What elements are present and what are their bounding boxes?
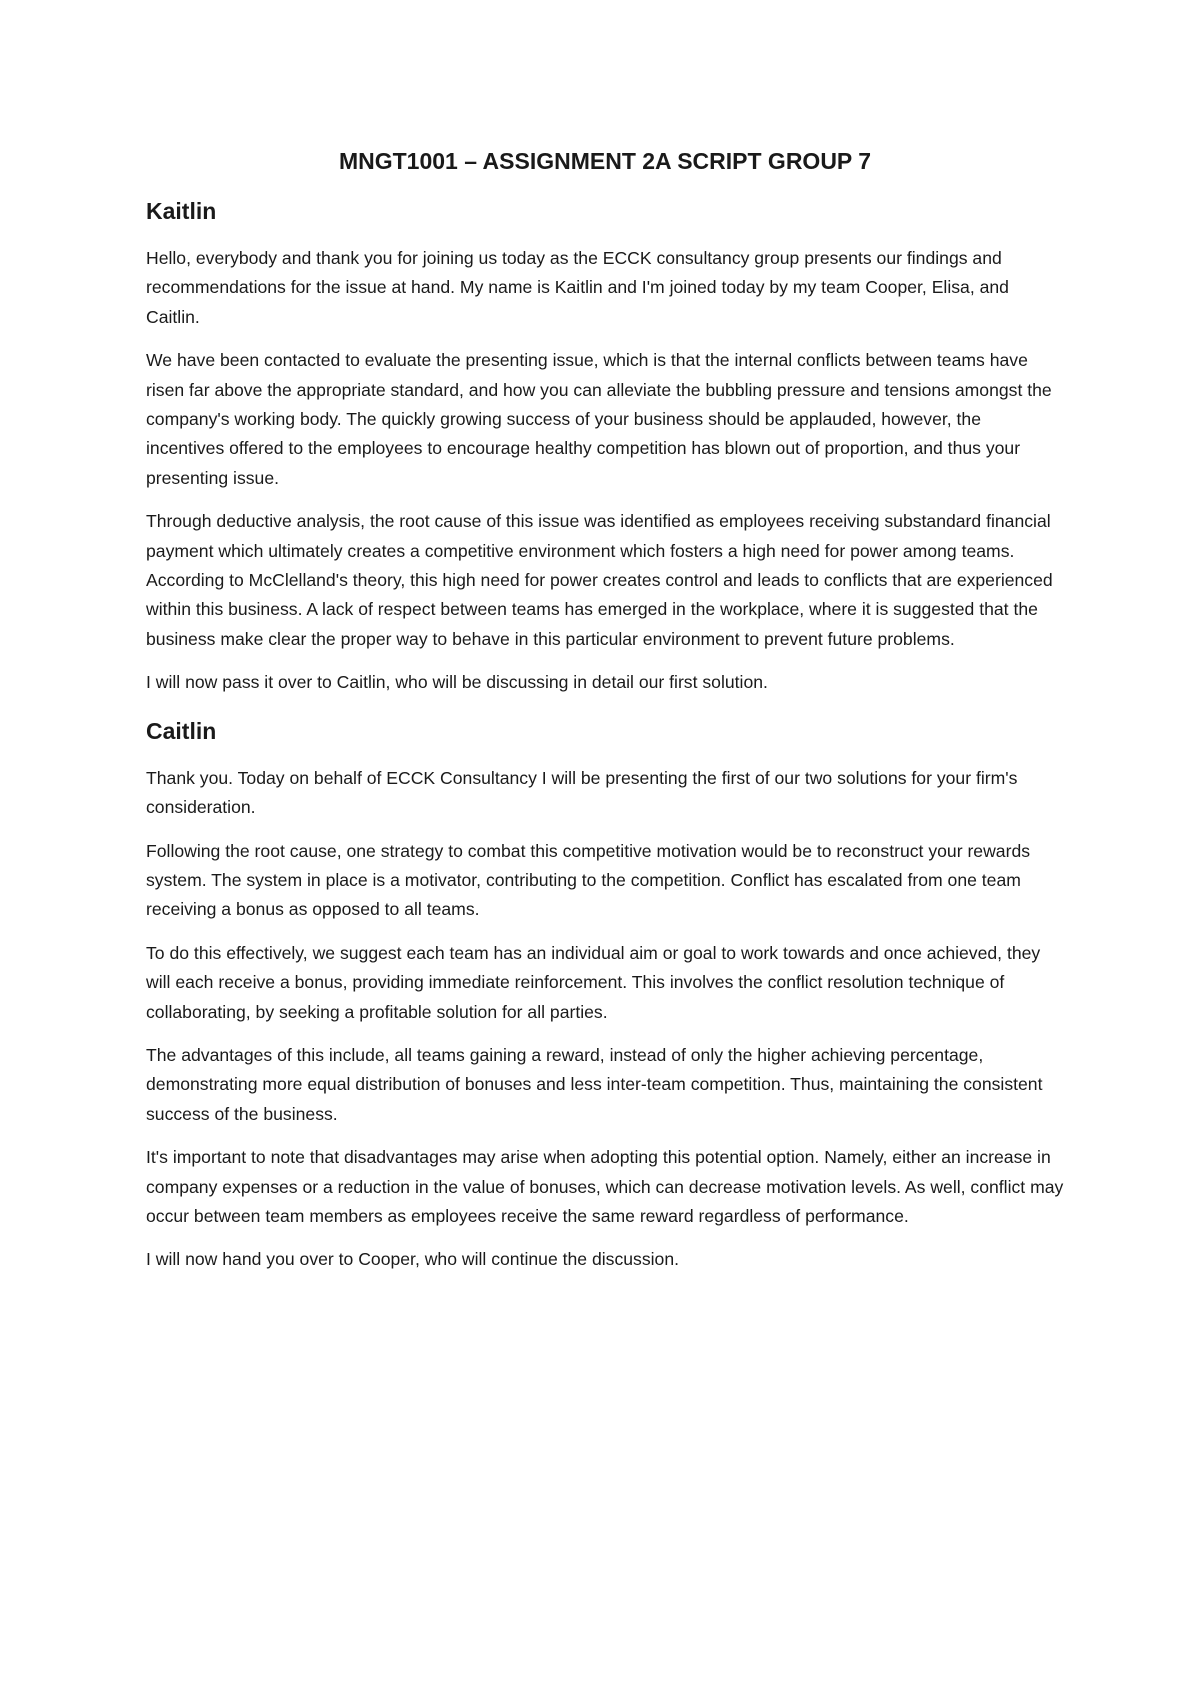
paragraph: The advantages of this include, all teams gaining a reward, instead of only the higher achieving percentage, demonstrating more equal distribution of bonuses and less inter-team competition. Thus, maintaining the consistent success of the business.	[146, 1044, 1043, 1124]
paragraph: Hello, everybody and thank you for joining us today as the ECCK consultancy group presents our findings and recommendations for the issue at hand. My name is Kaitlin and I'm joined today by my team Cooper, Elisa, and Caitlin.	[146, 248, 1009, 327]
document-title: MNGT1001 – ASSIGNMENT 2A SCRIPT GROUP 7	[338, 148, 872, 174]
section-caitlin	[146, 716, 1064, 1275]
section-heading: Caitlin	[146, 717, 217, 744]
paragraph: We have been contacted to evaluate the presenting issue, which is that the internal conflicts between teams have risen far above the appropriate standard, and how you can alleviate the bubbling pressure and tensions amongst the company's working body. The quickly growing success of your business should be applauded, however, the incentives offered to the employees to encourage healthy competition has blown out of proportion, and thus your presenting issue.	[146, 350, 1052, 488]
paragraph: Following the root cause, one strategy to combat this competitive motivation would be to reconstruct your rewards system. The system in place is a motivator, contributing to the competition. Conflict has escalated from one team receiving a bonus as opposed to all teams.	[146, 840, 1031, 920]
paragraph: Thank you. Today on behalf of ECCK Consultancy I will be presenting the first of our two solutions for your firm's consideration.	[146, 767, 1018, 818]
paragraph: Through deductive analysis, the root cause of this issue was identified as employees receiving substandard financial payment which ultimately creates a competitive environment which fosters a high need for power among teams. According to McClelland's theory, this high need for power creates control and leads to conflicts that are experienced within this business. A lack of respect between teams has emerged in the workplace, where it is suggested that the business make clear the proper way to behave in this particular environment to prevent future problems.	[146, 511, 1053, 649]
paragraph: I will now pass it over to Caitlin, who will be discussing in detail our first solution.	[146, 672, 768, 693]
section-heading: Kaitlin	[146, 198, 217, 224]
paragraph: I will now hand you over to Cooper, who will continue the discussion.	[146, 1249, 679, 1270]
document-body	[146, 146, 1064, 1289]
section-kaitlin	[146, 196, 1064, 698]
paragraph: It's important to note that disadvantages may arise when adopting this potential option. Namely, either an increase in company expenses or a reduction in the value of bonuses, which can decrease motivation levels. As well, conflict may occur between team members as employees receive the same reward regardless of performance.	[146, 1147, 1064, 1226]
paragraph: To do this effectively, we suggest each team has an individual aim or goal to work towards and once achieved, they will each receive a bonus, providing immediate reinforcement. This involves the conflict resolution technique of collaborating, by seeking a profitable solution for all parties.	[146, 942, 1041, 1022]
